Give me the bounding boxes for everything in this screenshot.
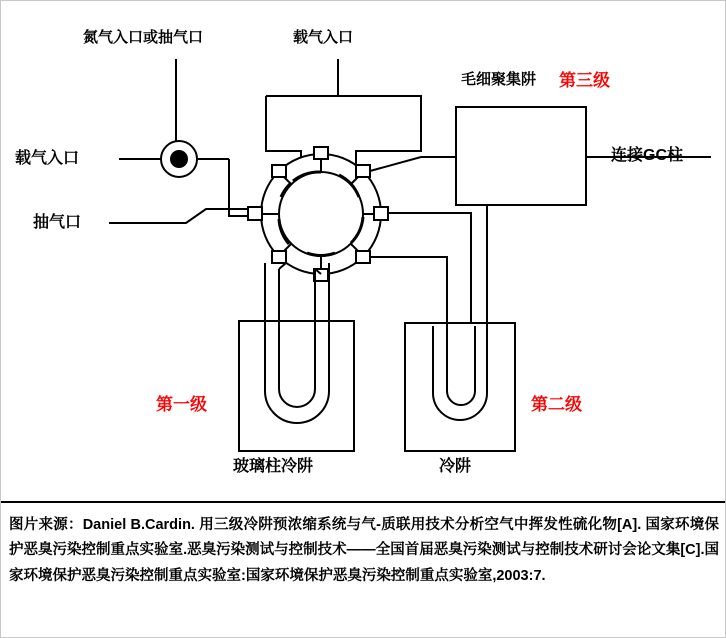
- label-glass-cold-trap: 玻璃柱冷阱: [233, 458, 314, 475]
- label-carrier-gas-inlet-left: 载气入口: [15, 150, 80, 167]
- pipe-valve-to-stage2: [388, 213, 471, 326]
- port-fitting-ne: [356, 165, 370, 177]
- label-carrier-gas-inlet-top: 载气入口: [293, 29, 354, 46]
- pipe-valve-to-stage2b: [370, 257, 447, 326]
- label-gc-column: 连接GC柱: [611, 147, 684, 164]
- three-way-valve-core: [170, 150, 188, 168]
- valve-cold-trap-diagram: [1, 1, 726, 501]
- port-fitting-se: [356, 251, 370, 263]
- label-capillary-trap: 毛细聚集阱: [461, 71, 537, 88]
- stage1-dewar: [239, 321, 354, 451]
- figure-caption: 图片来源：Daniel B.Cardin. 用三级冷阱预浓缩系统与气-质联用技术分析空气中挥发性硫化物[A]. 国家环境保护恶臭污染控制重点实验室.恶臭污染测试与控制技术——全国首届恶臭污染测试与控制技术研讨会论文集[C].国家环境保护恶臭污染控制重点实验室:国家环境保护恶臭污染控制重点实验室,2003:7.: [1, 501, 726, 638]
- label-stage-one: 第一级: [156, 395, 207, 414]
- label-stage-three: 第三级: [559, 71, 610, 90]
- label-stage-two: 第二级: [531, 395, 582, 414]
- label-cold-trap: 冷阱: [439, 458, 472, 475]
- port-fitting-nw: [272, 165, 286, 177]
- port-fitting-e: [374, 207, 388, 220]
- stage2-dewar: [405, 323, 515, 451]
- capillary-trap-box: [456, 107, 586, 205]
- label-nitrogen-inlet: 氮气入口或抽气口: [83, 29, 204, 46]
- port-fitting-w: [248, 207, 262, 220]
- label-pump-outlet: 抽气口: [33, 214, 82, 231]
- port-fitting-n: [314, 147, 328, 159]
- diagram-svg: [1, 1, 726, 501]
- port-fitting-sw: [272, 251, 286, 263]
